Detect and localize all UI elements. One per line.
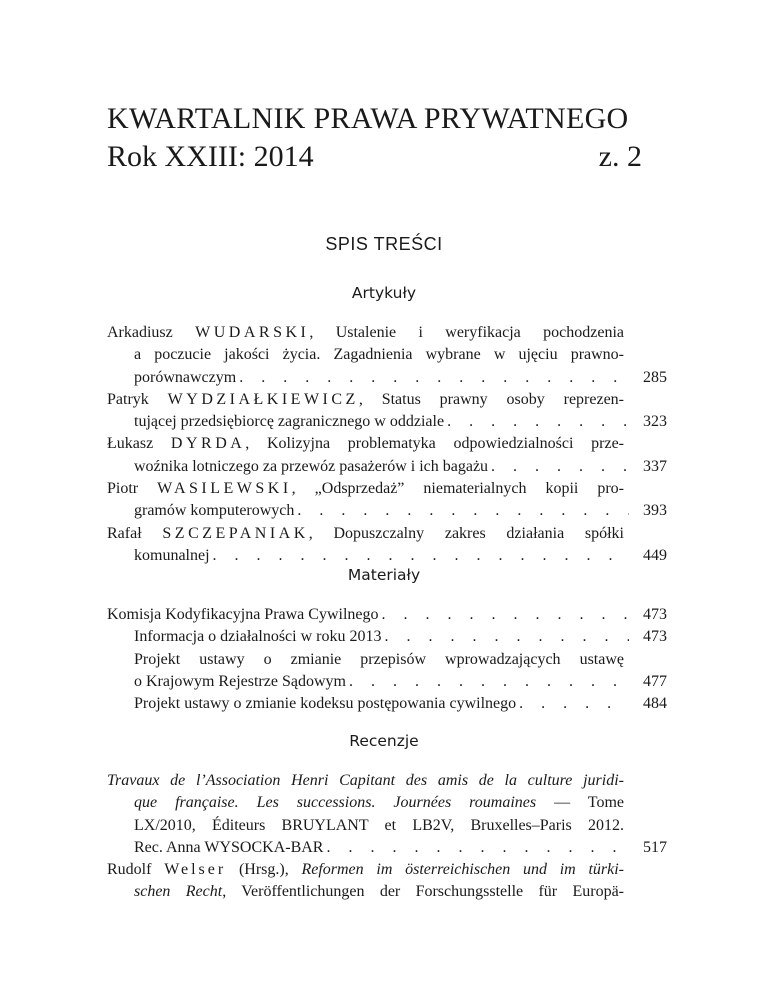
page-number: 484 xyxy=(643,695,667,713)
toc-entry[interactable]: Travaux de l’Association Henri Capitant des amis de la culture juridi- que française. Les successions. Journées roumaines — Tome LX/2010, Éditeurs BRUYLANT et LB2V, Bruxelles–Paris 2012. Rec. Anna WYSOCKA-BAR . . . 517 xyxy=(107,770,667,859)
toc-entry[interactable]: Informacja o działalności w roku 2013 . . . 473 xyxy=(107,626,667,648)
dot-leader xyxy=(382,604,630,626)
page-number: 473 xyxy=(643,628,667,646)
dot-leader xyxy=(349,671,629,693)
journal-title: KWARTALNIK PRAWA PRYWATNEGO xyxy=(107,102,629,135)
author-surname: WUDARSKI xyxy=(195,324,310,341)
section-heading-articles: Artykuły xyxy=(351,284,417,302)
page-number: 393 xyxy=(643,502,667,520)
author-surname: WYDZIAŁKIEWICZ xyxy=(167,390,359,408)
author-surname: Welser xyxy=(164,861,227,879)
toc-entry[interactable]: Patryk WYDZIAŁKIEWICZ, Status prawny osoby reprezen- tującej przedsiębiorcę zagranicznego w oddziale . . . 323 xyxy=(107,389,667,434)
issue-number: z. 2 xyxy=(598,140,642,173)
toc-entry[interactable]: Arkadiusz WUDARSKI, Ustalenie i weryfikacja pochodzenia a poczucie jakości życia. Zagadnienia wybrane w ujęciu prawno- porównawczym . . . 285 xyxy=(107,322,667,389)
issue-line xyxy=(107,138,642,176)
page-number: 449 xyxy=(643,546,667,564)
reviews-list xyxy=(107,770,667,904)
page-number: 477 xyxy=(643,672,667,690)
dot-leader xyxy=(384,626,629,648)
toc-entry[interactable]: Rudolf Welser (Hrsg.), Reformen im österreichischen und im türki- schen Recht, Veröffentlichungen der Forschungsstelle für Europä- xyxy=(107,861,625,901)
toc-entry[interactable]: Rafał SZCZEPANIAK, Dopuszczalny zakres działania spółki komunalnej . . . 449 xyxy=(107,523,667,568)
toc-entry[interactable]: Łukasz DYRDA, Kolizyjna problematyka odpowiedzialności prze- woźnika lotniczego za przewóz pasażerów i ich bagażu . . . 337 xyxy=(107,433,667,478)
author-surname: WASILEWSKI xyxy=(157,480,292,498)
dot-leader xyxy=(519,693,629,715)
page-number: 517 xyxy=(643,838,667,856)
toc-title: SPIS TREŚCI xyxy=(325,234,443,254)
page-number: 337 xyxy=(643,457,667,475)
page-number: 285 xyxy=(643,368,667,386)
dot-leader xyxy=(326,837,629,859)
section-heading-materials: Materiały xyxy=(347,566,421,584)
year-label: Rok XXIII: 2014 xyxy=(107,140,314,173)
articles-list xyxy=(107,322,667,567)
dot-leader xyxy=(239,367,629,389)
page-number: 323 xyxy=(643,413,667,431)
author-surname: DYRDA xyxy=(170,435,246,453)
materials-list xyxy=(107,604,667,715)
toc-entry[interactable]: Projekt ustawy o zmianie przepisów wprowadzających ustawę o Krajowym Rejestrze Sądowym . . . 477 xyxy=(107,649,667,694)
toc-entry[interactable]: Piotr WASILEWSKI, „Odsprzedaż” niematerialnych kopii pro- gramów komputerowych . . . 393 xyxy=(107,478,667,523)
dot-leader xyxy=(297,500,629,522)
toc-entry[interactable]: Komisja Kodyfikacyjna Prawa Cywilnego . . . 473 xyxy=(107,604,667,626)
toc-entry[interactable]: Projekt ustawy o zmianie kodeksu postępowania cywilnego . . . 484 xyxy=(107,693,667,715)
section-heading-reviews: Recenzje xyxy=(349,732,419,750)
author-surname: SZCZEPANIAK xyxy=(162,524,309,542)
dot-leader xyxy=(447,411,629,433)
dot-leader xyxy=(213,545,629,567)
dot-leader xyxy=(491,456,629,478)
page-number: 473 xyxy=(643,606,667,623)
